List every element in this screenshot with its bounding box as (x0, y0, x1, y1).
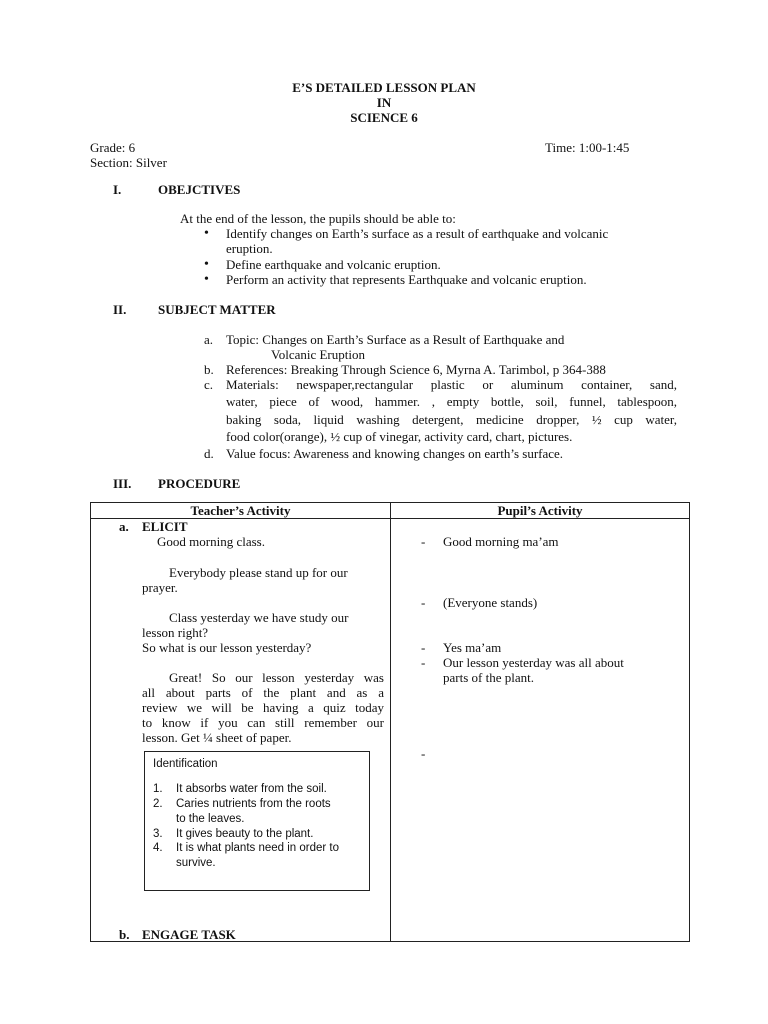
references-label: b. (204, 362, 214, 377)
materials-line-3: baking soda, liquid washing detergent, medicine dropper, ½ cup water, (226, 412, 677, 427)
time-text: Time: 1:00-1:45 (545, 140, 630, 155)
value-focus-label: d. (204, 446, 214, 461)
doc-title-line1: E’S DETAILED LESSON PLAN (292, 80, 476, 95)
engage-heading: ENGAGE TASK (142, 927, 236, 942)
teacher-prayer-line1: Everybody please stand up for our (169, 565, 348, 580)
teacher-review-line2: lesson right? (142, 625, 209, 640)
pupil-answer-line2: parts of the plant. (443, 670, 534, 685)
section-text: Section: Silver (90, 155, 167, 170)
quiz-number-3: 3. (153, 828, 163, 840)
engage-label: b. (119, 927, 130, 942)
quiz-question-3: It gives beauty to the plant. (176, 828, 314, 840)
pupil-greeting: Good morning ma’am (443, 534, 559, 549)
materials-line-2: water, piece of wood, hammer. , empty bottle, soil, funnel, tablespoon, (226, 394, 677, 409)
teacher-quiz-line3: review we will be having a quiz today (142, 700, 384, 715)
doc-title-line3: SCIENCE 6 (350, 110, 418, 125)
quiz-number-2: 2. (153, 798, 163, 810)
pupil-dash-4: - (421, 655, 426, 670)
quiz-number-4: 4. (153, 842, 163, 854)
teacher-quiz-line5: lesson. Get ¼ sheet of paper. (142, 730, 292, 745)
objective-item-1-cont: eruption. (226, 241, 273, 256)
teacher-prayer-line2: prayer. (142, 580, 178, 595)
value-focus-text: Value focus: Awareness and knowing changes on earth’s surface. (226, 446, 564, 461)
pupil-activity-header: Pupil’s Activity (497, 503, 583, 518)
identification-quiz-box (144, 751, 370, 891)
objective-item-3: • Perform an activity that represents Earthquake and volcanic eruption. (226, 272, 587, 287)
subject-numeral: II. (113, 302, 127, 317)
references-text: References: Breaking Through Science 6, Myrna A. Tarimbol, p 364-388 (226, 362, 606, 377)
topic-label: a. (204, 332, 214, 347)
teacher-review-line1: Class yesterday we have study our (169, 610, 349, 625)
quiz-question-1: It absorbs water from the soil. (176, 783, 327, 795)
quiz-question-2: Caries nutrients from the roots (176, 798, 331, 810)
teacher-quiz-line4: to know if you can still remember our (142, 715, 384, 730)
pupil-yes: Yes ma’am (443, 640, 502, 655)
pupil-dash-5: - (421, 746, 426, 761)
grade-text: Grade: 6 (90, 140, 136, 155)
procedure-heading: PROCEDURE (158, 476, 241, 491)
topic-text-cont: Volcanic Eruption (271, 347, 365, 362)
teacher-quiz-line2: all about parts of the plant and as a (142, 685, 384, 700)
quiz-question-4: It is what plants need in order to (176, 842, 340, 854)
elicit-heading: ELICIT (142, 519, 188, 534)
pupil-answer-line1: Our lesson yesterday was all about (443, 655, 624, 670)
materials-line-4: food color(orange), ½ cup of vinegar, activity card, chart, pictures. (226, 429, 573, 444)
procedure-table (90, 502, 690, 942)
teacher-greeting: Good morning class. (157, 534, 265, 549)
pupil-dash-2: - (421, 595, 426, 610)
teacher-review-line3: So what is our lesson yesterday? (142, 640, 312, 655)
quiz-number-1: 1. (153, 783, 163, 795)
materials-label: c. (204, 377, 214, 392)
objectives-heading: OBEJCTIVES (158, 182, 241, 197)
objective-item-2: • Define earthquake and volcanic eruption. (226, 257, 441, 272)
doc-title-line2: IN (376, 95, 392, 110)
teacher-quiz-line1: Great! So our lesson yesterday was (169, 670, 384, 685)
quiz-title: Identification (153, 758, 218, 770)
objectives-intro: At the end of the lesson, the pupils should be able to: (180, 211, 456, 226)
quiz-question-4-cont: survive. (176, 857, 216, 869)
pupil-dash-1: - (421, 534, 426, 549)
pupil-stands: (Everyone stands) (443, 595, 538, 610)
subject-heading: SUBJECT MATTER (158, 302, 276, 317)
topic-text: Topic: Changes on Earth’s Surface as a Result of Earthquake and (226, 332, 565, 347)
pupil-dash-3: - (421, 640, 426, 655)
procedure-numeral: III. (113, 476, 132, 491)
teacher-activity-header: Teacher’s Activity (190, 503, 291, 518)
materials-line-1: Materials: newspaper,rectangular plastic or aluminum container, sand, (226, 377, 677, 392)
objectives-numeral: I. (113, 182, 122, 197)
column-divider (390, 503, 391, 941)
elicit-label: a. (119, 519, 129, 534)
objective-item-1: • Identify changes on Earth’s surface as a result of earthquake and volcanic (226, 226, 608, 241)
quiz-question-2-cont: to the leaves. (176, 813, 245, 825)
